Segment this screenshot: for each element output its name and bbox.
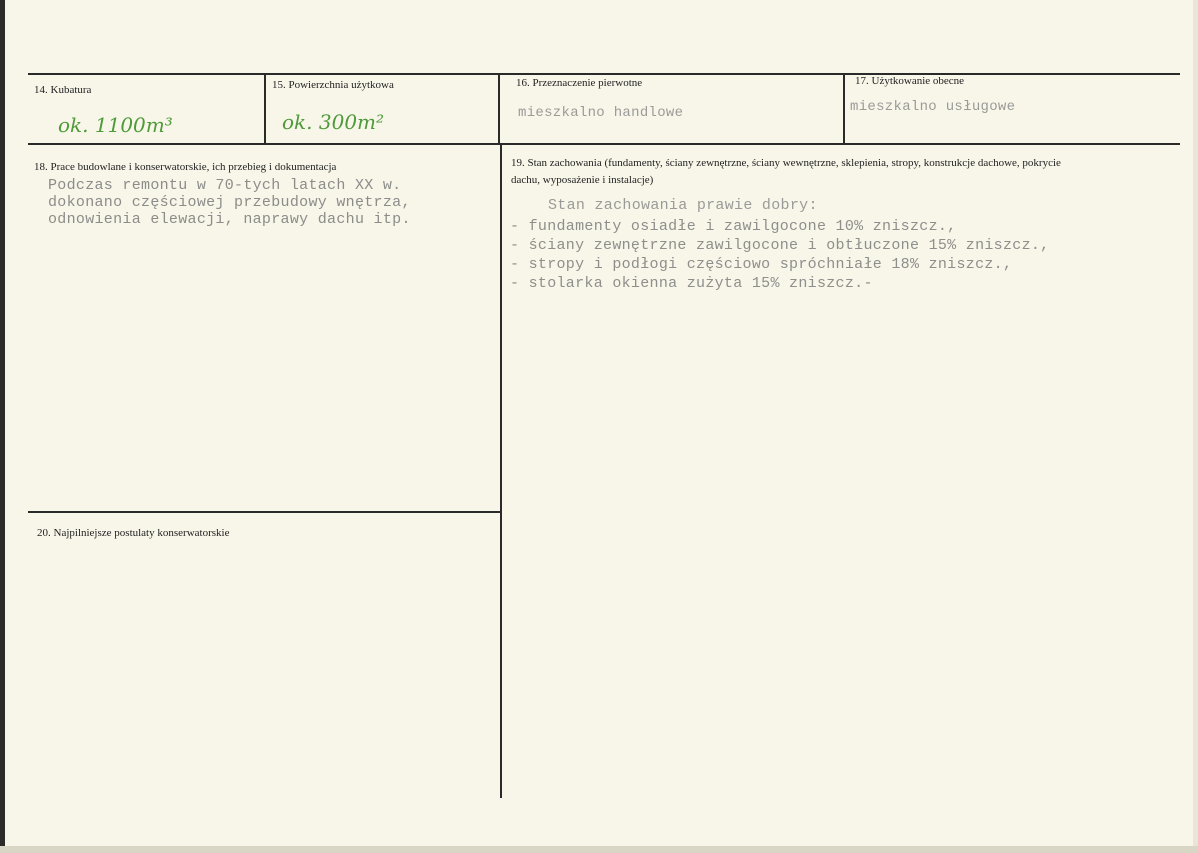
list-item: - stropy i podłogi częściowo spróchniałe 18% zniszcz.,: [510, 256, 1013, 273]
card-edge-right: [1193, 0, 1198, 853]
field-18-label: 18. Prace budowlane i konserwatorskie, ich przebieg i dokumentacja: [34, 161, 337, 173]
divider-main: [500, 143, 502, 798]
rule-top: [28, 73, 1180, 75]
divider-15-16: [498, 73, 500, 145]
field-18-line-1: Podczas remontu w 70-tych latach XX w.: [48, 177, 402, 194]
list-item: - stolarka okienna zużyta 15% zniszcz.-: [510, 275, 873, 292]
field-16-value: mieszkalno handlowe: [518, 105, 684, 121]
field-19-summary: Stan zachowania prawie dobry:: [548, 197, 818, 214]
field-20-label: 20. Najpilniejsze postulaty konserwatorskie: [37, 527, 230, 539]
field-18-line-3: odnowienia elewacji, naprawy dachu itp.: [48, 211, 411, 228]
field-17-value: mieszkalno usługowe: [850, 99, 1016, 115]
divider-14-15: [264, 73, 266, 145]
list-item: - fundamenty osiadłe i zawilgocone 10% zniszcz.,: [510, 218, 957, 235]
field-14-label: 14. Kubatura: [34, 84, 92, 96]
field-17-label: 17. Użytkowanie obecne: [855, 75, 965, 87]
field-16-label: 16. Przeznaczenie pierwotne: [516, 77, 643, 89]
field-19-damage-list: [510, 217, 1049, 293]
field-14-value: ok. 1100m³: [58, 113, 173, 137]
list-item: - ściany zewnętrzne zawilgocone i obtłuczone 15% zniszcz.,: [510, 237, 1050, 254]
divider-16-17: [843, 73, 845, 145]
field-15-value: ok. 300m²: [282, 110, 385, 134]
card-edge-bottom: [0, 846, 1198, 853]
rule-middle: [28, 143, 1180, 145]
field-18-line-2: dokonano częściowej przebudowy wnętrza,: [48, 194, 411, 211]
field-15-label: 15. Powierzchnia użytkowa: [272, 79, 394, 91]
field-19-label: 19. Stan zachowania (fundamenty, ściany zewnętrzne, ściany wewnętrzne, sklepienia, stropy, konstrukcje dachowe, pokrycie dachu, wyposażenie i instalacje): [511, 157, 1061, 186]
rule-section-20: [28, 511, 500, 513]
form-card: [5, 0, 1195, 846]
